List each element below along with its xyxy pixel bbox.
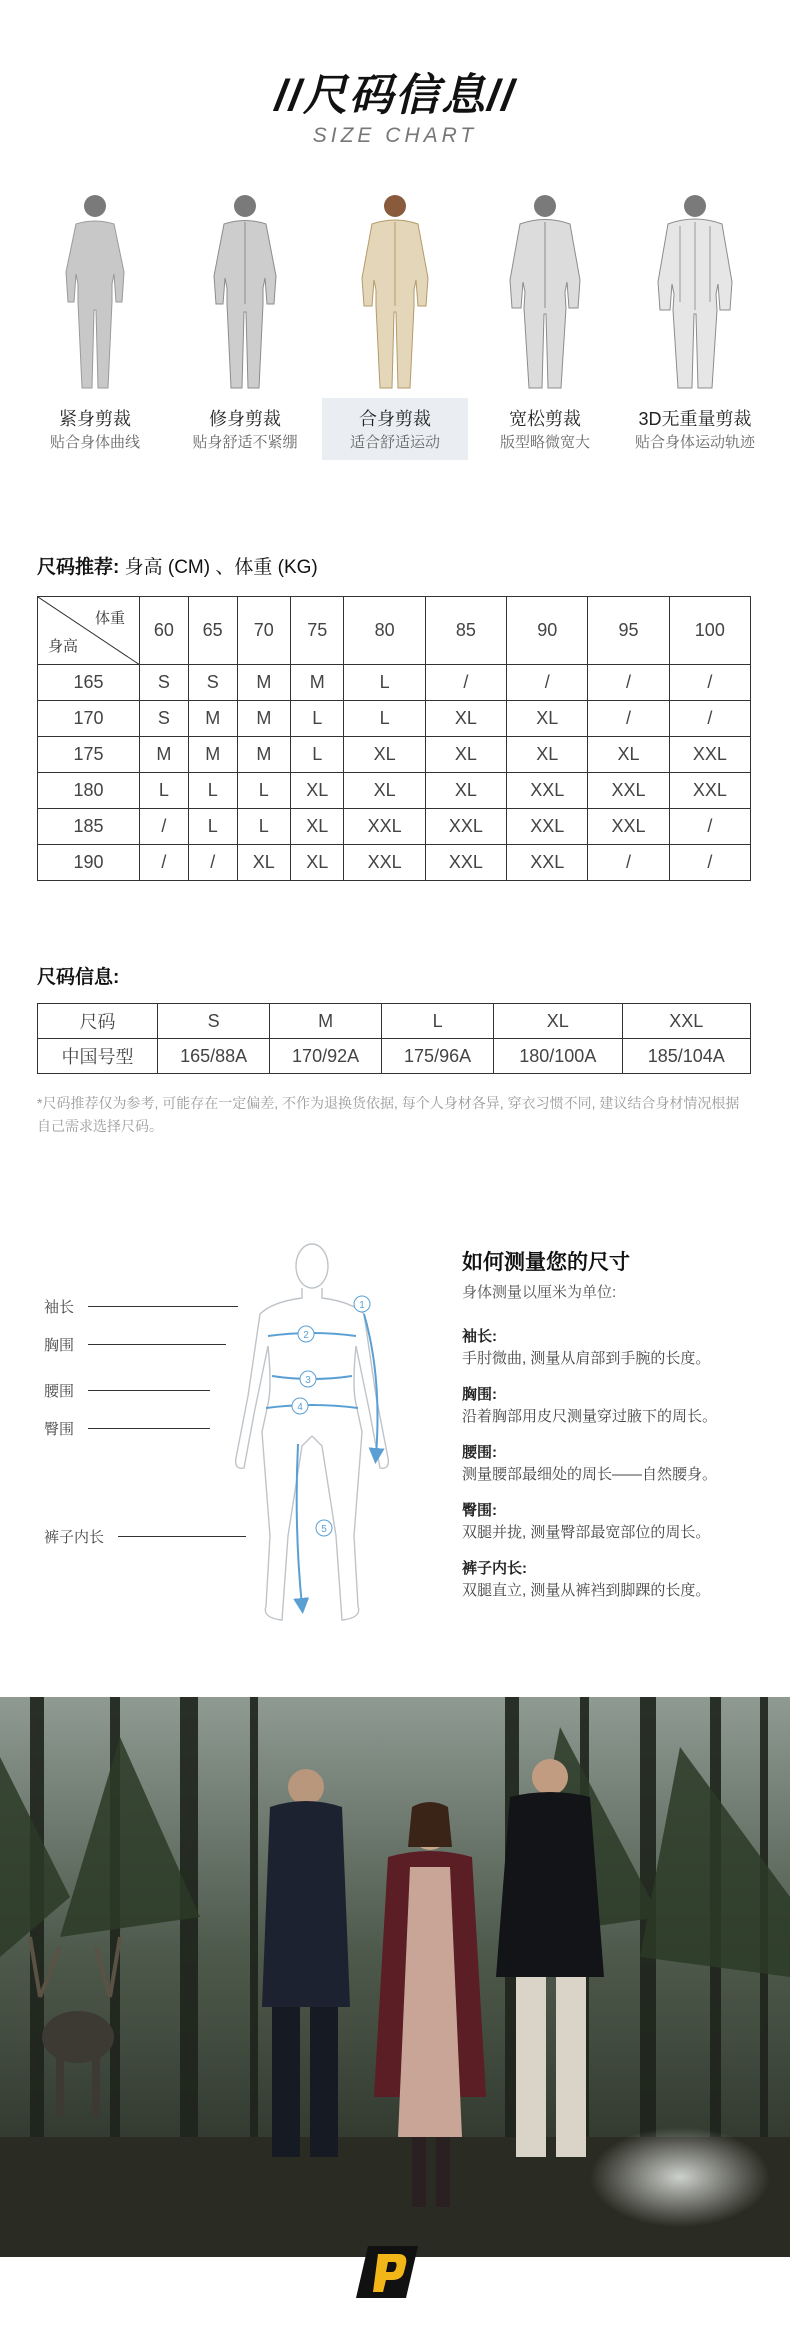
fit-desc: 贴合身体曲线 bbox=[49, 434, 140, 451]
fit-name: 宽松剪裁 bbox=[509, 409, 581, 429]
fit-type-loose bbox=[472, 186, 618, 460]
size-cell: L bbox=[291, 737, 344, 773]
fit-type-3d bbox=[622, 186, 768, 460]
size-info-cell: 尺码 bbox=[38, 1004, 158, 1039]
measure-item-value: 测量腰部最细处的周长——自然腰身。 bbox=[462, 1466, 718, 1483]
height-axis-label: 身高 bbox=[48, 638, 79, 655]
size-recommend-table bbox=[37, 596, 751, 881]
measure-label-text: 裤子内长 bbox=[44, 1529, 105, 1546]
size-info-cell: XL bbox=[494, 1004, 622, 1039]
size-cell: XL bbox=[507, 701, 588, 737]
size-cell: / bbox=[425, 665, 506, 701]
height-cell: 185 bbox=[38, 809, 140, 845]
weight-header-cell: 90 bbox=[507, 597, 588, 665]
size-cell: XL bbox=[425, 701, 506, 737]
size-info-cell: 175/96A bbox=[382, 1039, 494, 1074]
weight-header-cell: 70 bbox=[237, 597, 290, 665]
fit-type-slim bbox=[22, 186, 168, 460]
size-cell: / bbox=[669, 809, 750, 845]
size-cell: M bbox=[188, 701, 237, 737]
measure-item-key: 裤子内长: bbox=[462, 1560, 527, 1577]
size-cell: M bbox=[140, 737, 189, 773]
brand-p-logo-icon bbox=[356, 2246, 418, 2298]
fit-type-regular bbox=[322, 186, 468, 460]
weight-header-cell: 75 bbox=[291, 597, 344, 665]
table-row bbox=[38, 773, 751, 809]
weight-header-cell: 65 bbox=[188, 597, 237, 665]
marker-1: 1 bbox=[359, 1300, 365, 1311]
size-info-cell: 165/88A bbox=[158, 1039, 270, 1074]
size-cell: / bbox=[588, 701, 669, 737]
measure-label-text: 臀围 bbox=[44, 1421, 75, 1438]
fit-name: 紧身剪裁 bbox=[59, 409, 131, 429]
fit-labels bbox=[622, 398, 768, 460]
size-cell: L bbox=[344, 665, 425, 701]
size-info-table bbox=[37, 1003, 751, 1074]
fit-name: 修身剪裁 bbox=[209, 409, 281, 429]
measure-label-text: 袖长 bbox=[44, 1299, 75, 1316]
size-cell: L bbox=[140, 773, 189, 809]
loose-fit-figure-icon bbox=[472, 186, 618, 398]
weight-axis-label: 体重 bbox=[94, 610, 125, 627]
size-cell: XXL bbox=[507, 773, 588, 809]
size-cell: / bbox=[588, 665, 669, 701]
size-cell: XL bbox=[237, 845, 290, 881]
measure-item-inseam bbox=[462, 1558, 772, 1602]
size-cell: XXL bbox=[507, 809, 588, 845]
size-cell: XXL bbox=[344, 845, 425, 881]
measure-item-value: 双腿直立, 测量从裤裆到脚踝的长度。 bbox=[462, 1582, 711, 1599]
measure-item-waist bbox=[462, 1442, 772, 1486]
measure-item-key: 胸围: bbox=[462, 1386, 497, 1403]
weight-header-cell: 100 bbox=[669, 597, 750, 665]
size-cell: M bbox=[291, 665, 344, 701]
fit-desc: 贴合身体运动轨迹 bbox=[634, 434, 755, 451]
size-cell: XL bbox=[507, 737, 588, 773]
fit-labels bbox=[472, 398, 618, 460]
fit-desc: 版型略微宽大 bbox=[499, 434, 590, 451]
size-info-cell: L bbox=[382, 1004, 494, 1039]
marker-2: 2 bbox=[303, 1330, 309, 1341]
size-cell: L bbox=[237, 809, 290, 845]
size-cell: XL bbox=[291, 773, 344, 809]
leader-line bbox=[88, 1344, 226, 1345]
size-cell: XXL bbox=[507, 845, 588, 881]
measure-item-value: 双腿并拢, 测量臀部最宽部位的周长。 bbox=[462, 1524, 711, 1541]
height-cell: 170 bbox=[38, 701, 140, 737]
size-cell: XL bbox=[291, 809, 344, 845]
size-cell: / bbox=[588, 845, 669, 881]
measure-item-sleeve bbox=[462, 1326, 772, 1370]
height-cell: 165 bbox=[38, 665, 140, 701]
size-cell: / bbox=[507, 665, 588, 701]
fit-name: 3D无重量剪裁 bbox=[638, 409, 752, 429]
size-cell: S bbox=[140, 665, 189, 701]
size-cell: XL bbox=[425, 737, 506, 773]
weight-header-row bbox=[38, 597, 751, 665]
weight-header-cell: 95 bbox=[588, 597, 669, 665]
size-cell: XL bbox=[588, 737, 669, 773]
size-cell: M bbox=[188, 737, 237, 773]
height-cell: 190 bbox=[38, 845, 140, 881]
size-cell: M bbox=[237, 665, 290, 701]
size-cell: XL bbox=[344, 737, 425, 773]
body-measure-diagram bbox=[232, 1236, 402, 1631]
size-cell: / bbox=[669, 845, 750, 881]
size-cell: M bbox=[237, 701, 290, 737]
size-info-cell: 180/100A bbox=[494, 1039, 622, 1074]
size-info-row bbox=[38, 1039, 751, 1074]
size-recommend-body bbox=[38, 665, 751, 881]
size-info-cell: 170/92A bbox=[270, 1039, 382, 1074]
size-cell: L bbox=[188, 809, 237, 845]
marker-4: 4 bbox=[297, 1402, 303, 1413]
fit-types bbox=[22, 186, 768, 460]
size-cell: XXL bbox=[669, 737, 750, 773]
recommend-label-units: 身高 (CM) 、体重 (KG) bbox=[124, 557, 318, 578]
slim-fit-figure-icon bbox=[22, 186, 168, 398]
table-row bbox=[38, 665, 751, 701]
tailored-fit-figure-icon bbox=[172, 186, 318, 398]
leader-line bbox=[118, 1536, 246, 1537]
weight-header-cell: 85 bbox=[425, 597, 506, 665]
recommend-label bbox=[37, 552, 318, 579]
table-row bbox=[38, 809, 751, 845]
size-info-cell: 中国号型 bbox=[38, 1039, 158, 1074]
size-info-cell: XXL bbox=[622, 1004, 750, 1039]
fit-name: 合身剪裁 bbox=[359, 409, 431, 429]
size-info-cell: 185/104A bbox=[622, 1039, 750, 1074]
size-cell: XL bbox=[425, 773, 506, 809]
fit-labels bbox=[322, 398, 468, 460]
size-cell: XXL bbox=[588, 809, 669, 845]
page-subtitle: SIZE CHART bbox=[312, 124, 478, 147]
size-cell: / bbox=[188, 845, 237, 881]
size-cell: / bbox=[669, 665, 750, 701]
page-title: //尺码信息// bbox=[274, 71, 516, 120]
measure-item-key: 袖长: bbox=[462, 1328, 497, 1345]
table-row bbox=[38, 845, 751, 881]
fit-type-tailored bbox=[172, 186, 318, 460]
fit-desc: 适合舒适运动 bbox=[349, 434, 440, 451]
recommend-label-title: 尺码推荐: bbox=[37, 557, 120, 578]
measure-label-hip bbox=[44, 1418, 210, 1439]
size-info-header-row bbox=[38, 1004, 751, 1039]
height-cell: 175 bbox=[38, 737, 140, 773]
measure-guide bbox=[462, 1248, 772, 1602]
measure-label-waist bbox=[44, 1380, 210, 1401]
marker-3: 3 bbox=[305, 1375, 311, 1386]
size-cell: S bbox=[188, 665, 237, 701]
size-cell: XXL bbox=[588, 773, 669, 809]
body-outline-icon bbox=[232, 1236, 402, 1626]
marker-5: 5 bbox=[321, 1524, 327, 1535]
size-info-label: 尺码信息: bbox=[37, 967, 120, 988]
size-cell: XXL bbox=[669, 773, 750, 809]
table-row bbox=[38, 701, 751, 737]
leader-line bbox=[88, 1306, 238, 1307]
measure-label-chest bbox=[44, 1334, 226, 1355]
weight-header-cell: 80 bbox=[344, 597, 425, 665]
size-cell: XL bbox=[344, 773, 425, 809]
fit-desc: 贴身舒适不紧绷 bbox=[192, 434, 298, 451]
size-cell: L bbox=[291, 701, 344, 737]
measure-item-hip bbox=[462, 1500, 772, 1544]
measure-label-inseam bbox=[44, 1526, 246, 1547]
leader-line bbox=[88, 1428, 210, 1429]
table-row bbox=[38, 737, 751, 773]
fit-labels bbox=[22, 398, 168, 460]
measure-label-text: 胸围 bbox=[44, 1337, 75, 1354]
height-cell: 180 bbox=[38, 773, 140, 809]
size-cell: XXL bbox=[344, 809, 425, 845]
size-cell: L bbox=[344, 701, 425, 737]
size-cell: / bbox=[669, 701, 750, 737]
size-cell: / bbox=[140, 845, 189, 881]
forest-group-photo bbox=[0, 1697, 790, 2257]
size-chart-header bbox=[0, 70, 790, 148]
size-cell: L bbox=[188, 773, 237, 809]
size-cell: / bbox=[140, 809, 189, 845]
measure-label-list bbox=[44, 1296, 254, 1566]
measure-guide-subtitle: 身体测量以厘米为单位: bbox=[462, 1284, 617, 1301]
regular-fit-figure-icon bbox=[322, 186, 468, 398]
size-info-cell: S bbox=[158, 1004, 270, 1039]
measure-item-key: 腰围: bbox=[462, 1444, 497, 1461]
weight-header-cell: 60 bbox=[140, 597, 189, 665]
size-cell: M bbox=[237, 737, 290, 773]
size-cell: S bbox=[140, 701, 189, 737]
fit-labels bbox=[172, 398, 318, 460]
measure-item-chest bbox=[462, 1384, 772, 1428]
size-cell: L bbox=[237, 773, 290, 809]
size-cell: XL bbox=[291, 845, 344, 881]
size-disclaimer-note: *尺码推荐仅为参考, 可能存在一定偏差, 不作为退换货依据, 每个人身材各异, 穿衣习惯不同, 建议结合身材情况根据自己需求选择尺码。 bbox=[37, 1095, 740, 1134]
measure-guide-title: 如何测量您的尺寸 bbox=[462, 1251, 630, 1274]
size-info-cell: M bbox=[270, 1004, 382, 1039]
measure-label-sleeve bbox=[44, 1296, 238, 1317]
size-cell: XXL bbox=[425, 845, 506, 881]
measure-label-text: 腰围 bbox=[44, 1383, 75, 1400]
leader-line bbox=[88, 1390, 210, 1391]
measure-item-value: 沿着胸部用皮尺测量穿过腋下的周长。 bbox=[462, 1408, 718, 1425]
measure-item-value: 手肘微曲, 测量从肩部到手腕的长度。 bbox=[462, 1350, 711, 1367]
3d-fit-figure-icon bbox=[622, 186, 768, 398]
measure-item-key: 臀围: bbox=[462, 1502, 497, 1519]
size-cell: XXL bbox=[425, 809, 506, 845]
table-corner-cell bbox=[38, 597, 140, 665]
